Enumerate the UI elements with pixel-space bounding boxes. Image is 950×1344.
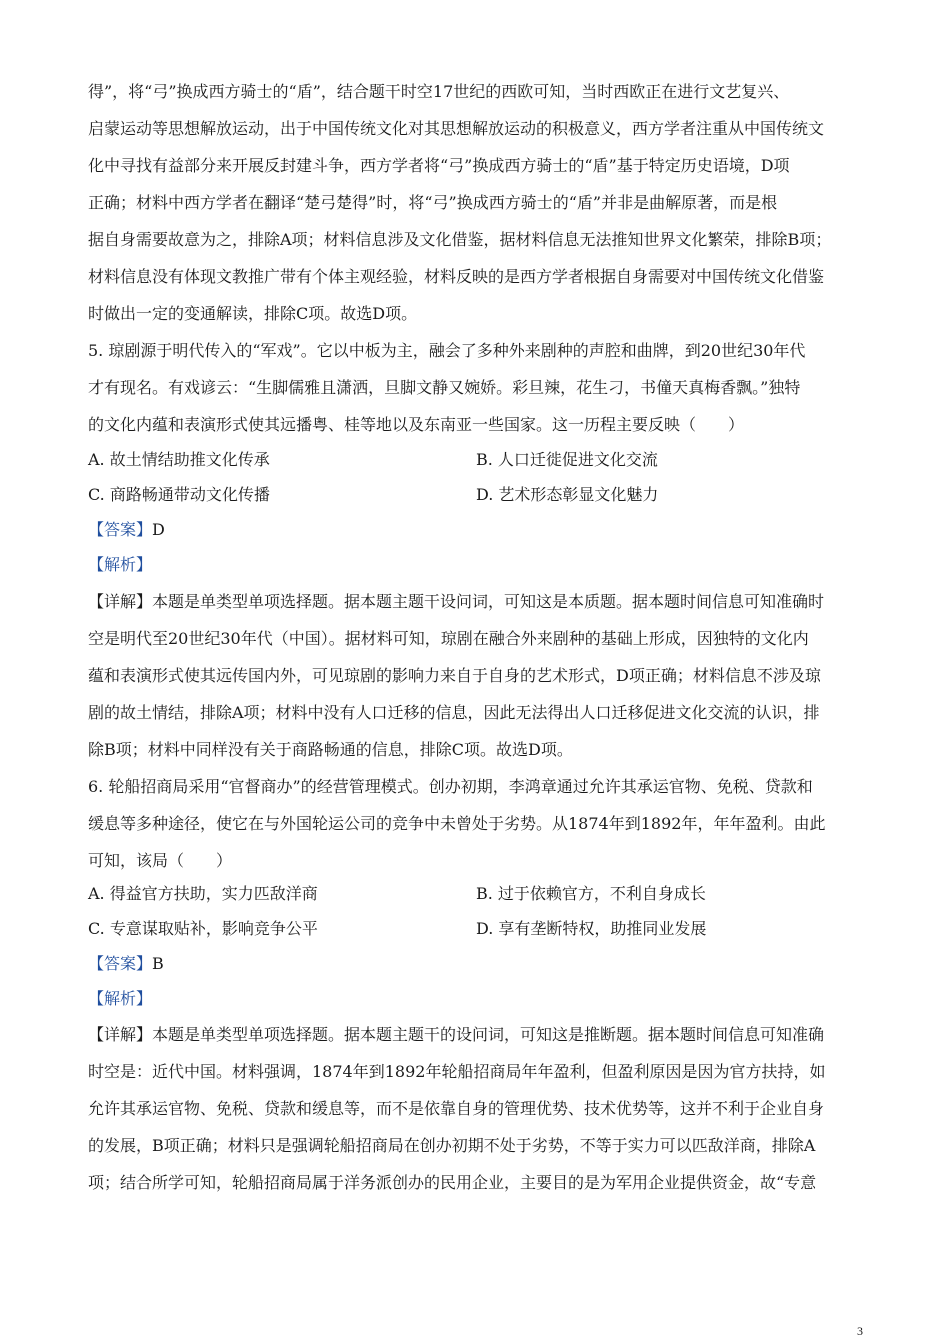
q5-analysis-label: 【解析】 (88, 555, 153, 574)
q6-detail-line-5: 项；结合所学可知，轮船招商局属于洋务派创办的民用企业，主要目的是为军用企业提供资金，故“专意 (88, 1173, 817, 1192)
q5-detail-line-2: 空是明代至20世纪30年代（中国）。据材料可知，琼剧在融合外来剧种的基础上形成，因独特的文化内 (88, 629, 809, 648)
q6-detail-label: 【详解】 (88, 1025, 153, 1044)
q5-detail-line-4: 剧的故土情结，排除A项；材料中没有人口迁移的信息，因此无法得出人口迁移促进文化交流的认识，排 (88, 703, 820, 722)
q6-detail-line-3: 允许其承运官物、免税、贷款和缓息等，而不是依靠自身的管理优势、技术优势等，这并不利于企业自身 (88, 1099, 825, 1118)
q5-detail-label: 【详解】 (88, 592, 153, 611)
q6-stem-line-1: 6. 轮船招商局采用“官督商办”的经营管理模式。创办初期，李鸿章通过允许其承运官物、免税、贷款和 (88, 777, 813, 796)
page-number: 3 (857, 1324, 863, 1338)
q6-answer (88, 954, 862, 974)
q6-detail-text-1: 本题是单类型单项选择题。据本题主题干的设问词，可知这是推断题。据本题时间信息可知准确 (152, 1025, 825, 1044)
prev-analysis-line-1: 得”，将“弓”换成西方骑士的“盾”，结合题干时空17世纪的西欧可知，当时西欧正在进行文艺复兴、 (88, 82, 790, 101)
q6-detail-line-1 (88, 1025, 862, 1045)
q6-answer-value: B (152, 954, 164, 973)
q5-detail-line-3: 蕴和表演形式使其远传国内外，可见琼剧的影响力来自于自身的艺术形式，D项正确；材料信息不涉及琼 (88, 666, 821, 685)
q5-option-c: C. 商路畅通带动文化传播 (88, 485, 270, 504)
q5-option-a: A. 故土情结助推文化传承 (88, 450, 270, 469)
q5-answer-label: 【答案】 (88, 520, 153, 539)
q6-answer-label: 【答案】 (88, 954, 153, 973)
q6-stem-line-2: 缓息等多种途径，使它在与外国轮运公司的竞争中未曾处于劣势。从1874年到1892年，年年盈利。由此 (88, 814, 826, 833)
q6-option-b: B. 过于依赖官方，不利自身成长 (476, 884, 706, 903)
q6-option-d: D. 享有垄断特权，助推同业发展 (476, 919, 707, 938)
q5-detail-line-1 (88, 592, 862, 612)
q6-option-a: A. 得益官方扶助，实力匹敌洋商 (88, 884, 318, 903)
q6-detail-line-2: 时空是：近代中国。材料强调，1874年到1892年轮船招商局年年盈利，但盈利原因是因为官方扶持，如 (88, 1062, 826, 1081)
q5-detail-text-1: 本题是单类型单项选择题。据本题主题干设问词，可知这是本质题。据本题时间信息可知准确时 (152, 592, 825, 611)
prev-analysis-line-4: 正确；材料中西方学者在翻译“楚弓楚得”时，将“弓”换成西方骑士的“盾”并非是曲解原著，而是根 (88, 193, 778, 212)
q5-answer (88, 520, 862, 540)
q6-option-c: C. 专意谋取贴补，影响竞争公平 (88, 919, 318, 938)
q5-detail-line-5: 除B项；材料中同样没有关于商路畅通的信息，排除C项。故选D项。 (88, 740, 573, 759)
prev-analysis-line-6: 材料信息没有体现文教推广带有个体主观经验，材料反映的是西方学者根据自身需要对中国传统文化借鉴 (88, 267, 825, 286)
prev-analysis-line-5: 据自身需要故意为之，排除A项；材料信息涉及文化借鉴，据材料信息无法推知世界文化繁荣，排除B项； (88, 230, 832, 249)
q5-option-d: D. 艺术形态彰显文化魅力 (476, 485, 659, 504)
q5-answer-value: D (152, 520, 165, 539)
prev-analysis-line-3: 化中寻找有益部分来开展反封建斗争，西方学者将“弓”换成西方骑士的“盾”基于特定历史语境，D项 (88, 156, 790, 175)
prev-analysis-line-2: 启蒙运动等思想解放运动，出于中国传统文化对其思想解放运动的积极意义，西方学者注重从中国传统文 (88, 119, 825, 138)
q6-stem-line-3: 可知，该局（ ） (88, 851, 233, 870)
q5-option-b: B. 人口迁徙促进文化交流 (476, 450, 658, 469)
q6-analysis-label: 【解析】 (88, 989, 153, 1008)
q5-stem-line-3: 的文化内蕴和表演形式使其远播粤、桂等地以及东南亚一些国家。这一历程主要反映（ ） (88, 415, 745, 434)
prev-analysis-line-7: 时做出一定的变通解读，排除C项。故选D项。 (88, 304, 418, 323)
q5-stem-line-1: 5. 琼剧源于明代传入的“军戏”。它以中板为主，融会了多种外来剧种的声腔和曲牌，到20世纪30年代 (88, 341, 806, 360)
q5-stem-line-2: 才有现名。有戏谚云：“生脚儒雅且潇洒，旦脚文静又婉娇。彩旦辣，花生刁，书僮天真梅香飘。”独特 (88, 378, 801, 397)
q6-detail-line-4: 的发展，B项正确；材料只是强调轮船招商局在创办初期不处于劣势，不等于实力可以匹敌洋商，排除A (88, 1136, 816, 1155)
